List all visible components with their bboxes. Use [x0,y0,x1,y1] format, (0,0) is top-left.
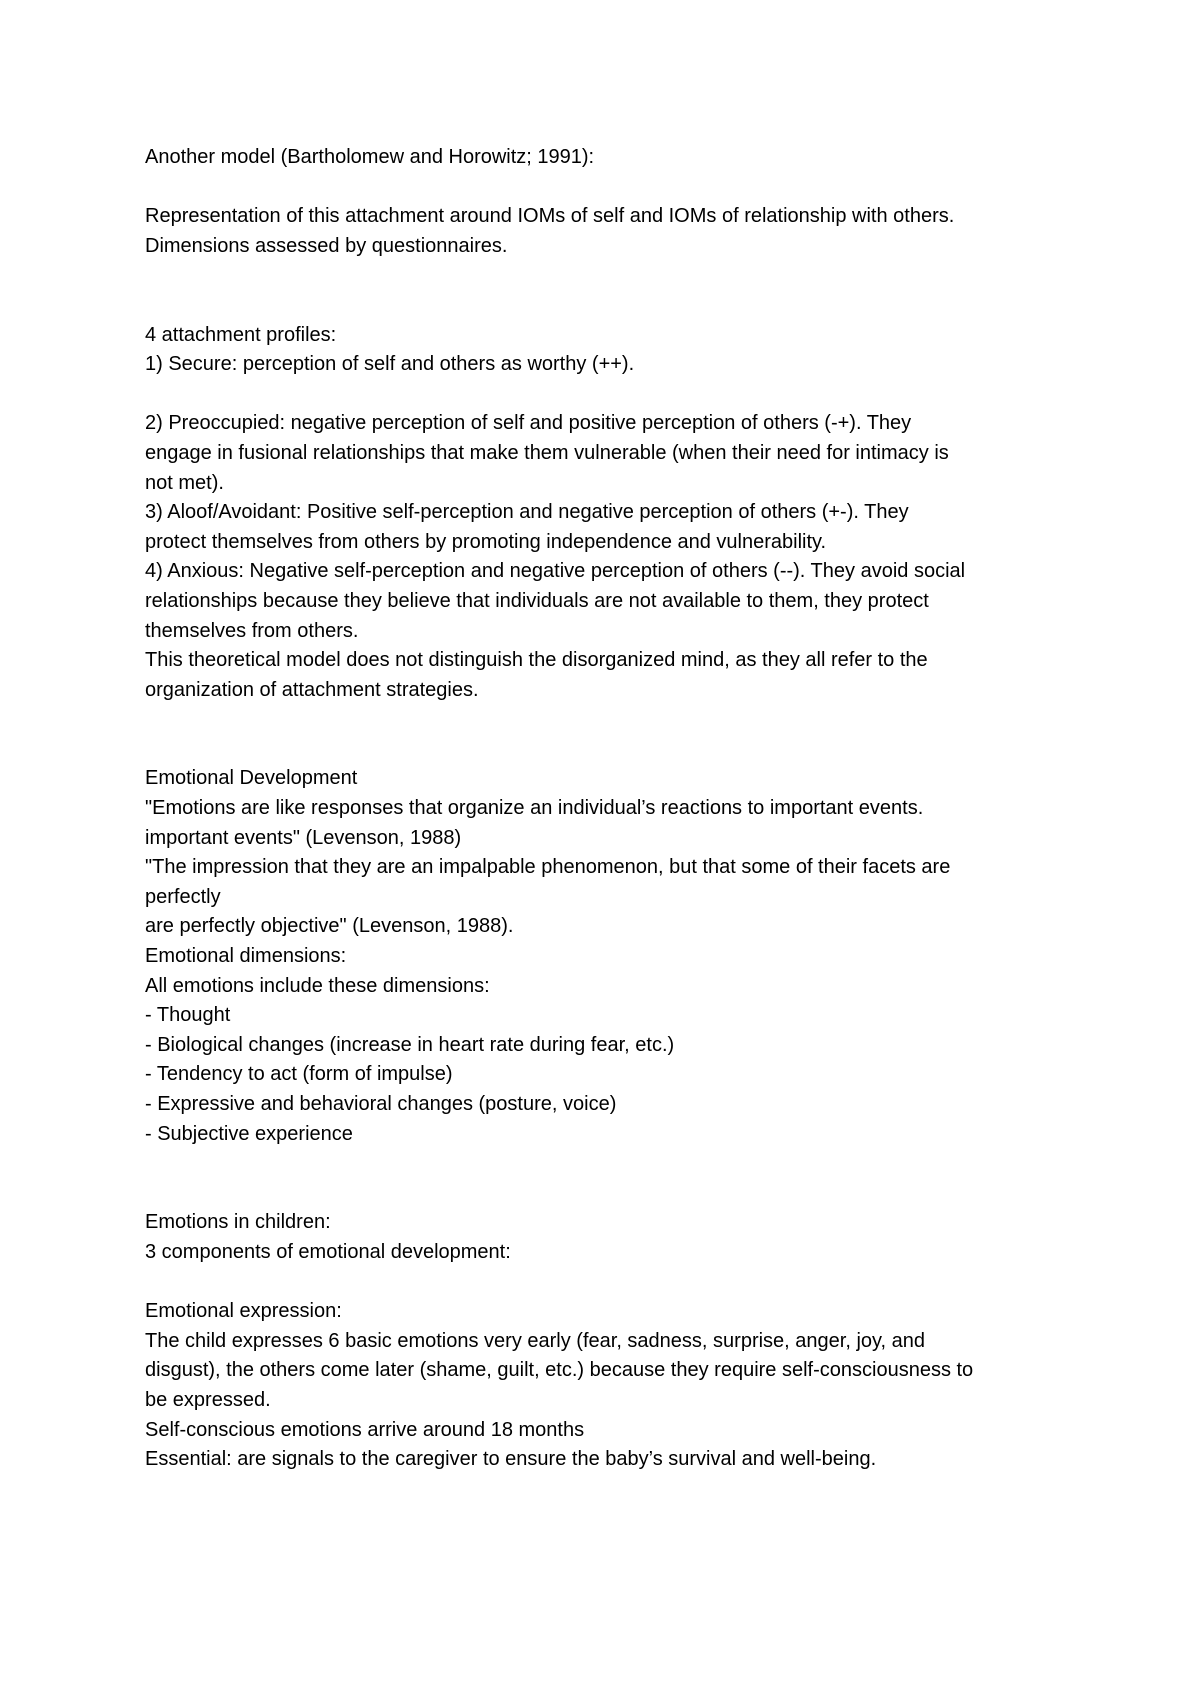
paragraph-line: organization of attachment strategies. [145,678,479,701]
bullet-item: - Tendency to act (form of impulse) [145,1063,453,1086]
paragraph-line: themselves from others. [145,619,359,642]
paragraph-line: Representation of this attachment around IOMs of self and IOMs of relationship with others. [145,205,955,228]
list-item-anxious: 4) Anxious: Negative self-perception and negative perception of others (--). They avoid social [145,560,966,583]
paragraph-line: relationships because they believe that individuals are not available to them, they protect [145,589,929,612]
quote-line: perfectly [145,885,221,908]
quote-line: "The impression that they are an impalpable phenomenon, but that some of their facets are [145,856,951,879]
bullet-item: - Subjective experience [145,1122,353,1145]
paragraph-line: protect themselves from others by promoting independence and vulnerability. [145,530,827,553]
blank-line [145,261,1075,291]
paragraph-line: The child expresses 6 basic emotions very early (fear, sadness, surprise, anger, joy, and [145,1329,926,1352]
blank-line [145,1179,1075,1209]
heading-emotions-in-children: Emotions in children: [145,1211,331,1234]
blank-line [145,173,1075,203]
paragraph-line: Essential: are signals to the caregiver to ensure the baby’s survival and well-being. [145,1448,877,1471]
bullet-item: - Expressive and behavioral changes (posture, voice) [145,1093,617,1115]
blank-line [145,705,1075,735]
paragraph-line: be expressed. [145,1388,271,1411]
paragraph-line: All emotions include these dimensions: [145,974,490,997]
paragraph-line: Dimensions assessed by questionnaires. [145,234,508,257]
document-body [145,143,1075,1475]
list-item-preoccupied: 2) Preoccupied: negative perception of self and positive perception of others (-+). They [145,412,912,435]
heading-emotional-dimensions: Emotional dimensions: [145,945,347,968]
blank-line [145,291,1075,321]
list-item-aloof-avoidant: 3) Aloof/Avoidant: Positive self-perception and negative perception of others (+-). They [145,501,909,524]
blank-line [145,380,1075,410]
paragraph-line: engage in fusional relationships that make them vulnerable (when their need for intimacy is [145,441,949,464]
heading-emotional-expression: Emotional expression: [145,1300,342,1323]
paragraph-line: 3 components of emotional development: [145,1240,511,1263]
quote-line: important events" (Levenson, 1988) [145,826,462,849]
list-item-secure: 1) Secure: perception of self and others as worthy (++). [145,353,635,376]
bullet-item: - Biological changes (increase in heart rate during fear, etc.) [145,1033,675,1056]
paragraph-line: not met). [145,471,224,494]
blank-line [145,735,1075,765]
paragraph-line: disgust), the others come later (shame, guilt, etc.) because they require self-consciousness to [145,1359,974,1382]
heading-attachment-profiles: 4 attachment profiles: [145,323,337,346]
blank-line [145,1268,1075,1298]
paragraph-line: This theoretical model does not distinguish the disorganized mind, as they all refer to the [145,649,928,672]
quote-line: "Emotions are like responses that organize an individual’s reactions to important events. [145,797,924,820]
paragraph-line: Self-conscious emotions arrive around 18 months [145,1418,585,1441]
heading-another-model: Another model (Bartholomew and Horowitz; 1991): [145,146,595,168]
heading-emotional-development: Emotional Development [145,767,358,790]
quote-line: are perfectly objective" (Levenson, 1988). [145,915,514,938]
bullet-item: - Thought [145,1004,231,1027]
blank-line [145,1149,1075,1179]
